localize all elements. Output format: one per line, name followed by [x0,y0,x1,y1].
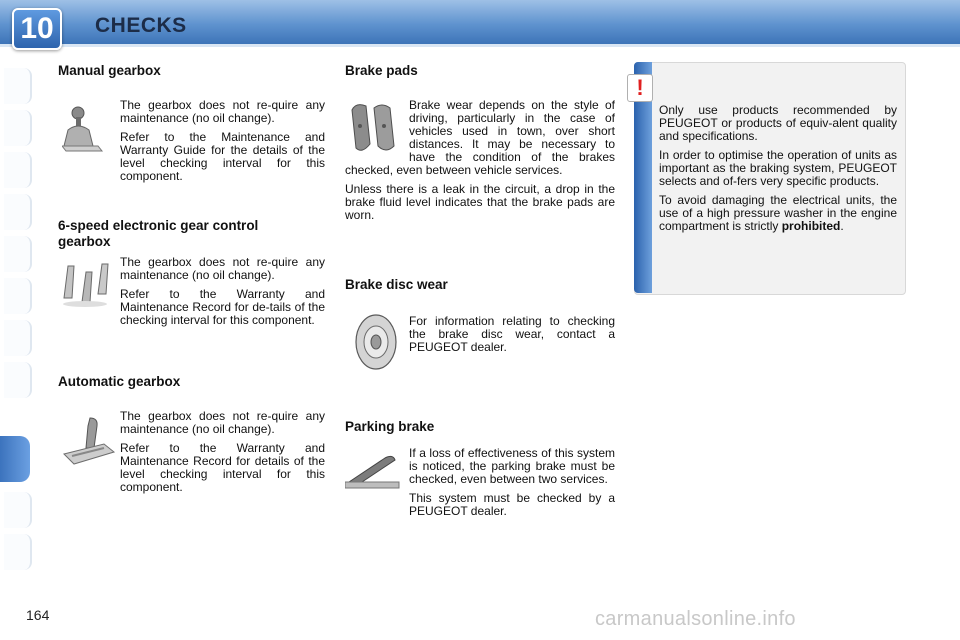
chapter-tab[interactable] [4,68,32,104]
warning-text [659,104,897,239]
page-title: CHECKS [95,14,187,37]
warning-paragraph-1: Only use products recommended by PEUGEOT or products of equiv-alent quality and specifications. [659,103,897,143]
parking-brake-text [409,447,615,524]
brake-disc-icon [352,312,400,372]
brake-pads-paragraph-2: Unless there is a leak in the circuit, a drop in the brake fluid level indicates that the brake pads are worn. [345,182,615,222]
brake-disc-text [409,315,615,360]
brake-pads-text-spacer [345,99,409,153]
watermark: carmanualsonline.info [595,608,796,630]
warning-paragraph-3 [659,194,897,233]
warning-paragraph-2: In order to optimise the operation of units as important as the braking system, PEUGEOT selects and of-fers very specific products. [659,148,897,188]
electronic-gearbox-paragraph-2: Refer to the Warranty and Maintenance Record for de-tails of the checking interval for this component. [120,287,325,327]
brake-pads-heading: Brake pads [345,63,418,78]
warning-paragraph-3-end: . [840,219,844,233]
chapter-tab[interactable] [4,110,32,146]
chapter-tab[interactable] [4,236,32,272]
manual-gearbox-heading: Manual gearbox [58,63,161,78]
automatic-gearbox-paragraph-1: The gearbox does not re-quire any maintenance (no oil change). [120,409,325,436]
chapter-tab[interactable] [4,534,32,570]
chapter-number-badge: 10 [12,8,62,50]
electronic-gearbox-heading-line-1: 6-speed electronic gear control [58,218,259,233]
electronic-gearbox-heading-line-2: gearbox [58,234,111,249]
page-number: 164 [26,607,50,623]
brake-disc-paragraph-1: For information relating to checking the brake disc wear, contact a PEUGEOT dealer. [409,314,615,354]
parking-brake-paragraph-2: This system must be checked by a PEUGEOT dealer. [409,491,615,518]
header-divider [0,44,960,47]
brake-pads-paragraph-1 [345,99,615,177]
chapter-tabs [0,60,34,580]
manual-gear-lever-icon [62,102,110,152]
chapter-tab[interactable] [4,492,32,528]
warning-exclamation-icon: ! [627,74,653,102]
manual-gearbox-paragraph-2: Refer to the Maintenance and Warranty Guide for the details of the level checking interval for this component. [120,130,325,183]
automatic-gear-selector-icon [60,414,116,466]
parking-brake-paragraph-1: If a loss of effectiveness of this system is noticed, the parking brake must be checked, even between two services. [409,446,615,486]
parking-brake-lever-icon [345,452,401,490]
chapter-tab[interactable] [4,194,32,230]
electronic-gearbox-text [120,256,325,333]
electronic-gearbox-heading [58,218,258,250]
brake-pads-text [345,99,615,228]
parking-brake-heading: Parking brake [345,419,435,434]
electronic-gearbox-paragraph-1: The gearbox does not re-quire any maintenance (no oil change). [120,255,325,282]
warning-paragraph-3-start: To avoid damaging the electrical units, the use of a high pressure washer in the engine compartment is strictly [659,193,897,233]
electronic-gear-paddles-icon [58,258,112,308]
brake-pads-paragraph-1-text: Brake wear depends on the style of driving, particularly in the case of vehicles used in town, over short distances. It may be necessary to have the condition of the brakes checked, even between vehicle services. [345,98,615,177]
automatic-gearbox-paragraph-2: Refer to the Warranty and Maintenance Record for details of the level checking interval for this component. [120,441,325,494]
manual-gearbox-text [120,99,325,189]
warning-prohibited-emphasis: prohibited [781,219,841,233]
chapter-tab[interactable] [4,362,32,398]
chapter-tab[interactable] [4,278,32,314]
chapter-tab[interactable] [4,320,32,356]
chapter-tab[interactable] [4,152,32,188]
manual-gearbox-paragraph-1: The gearbox does not re-quire any maintenance (no oil change). [120,98,325,125]
automatic-gearbox-heading: Automatic gearbox [58,374,181,389]
automatic-gearbox-text [120,410,325,500]
chapter-tab-active[interactable] [0,436,30,482]
brake-disc-heading: Brake disc wear [345,277,448,292]
